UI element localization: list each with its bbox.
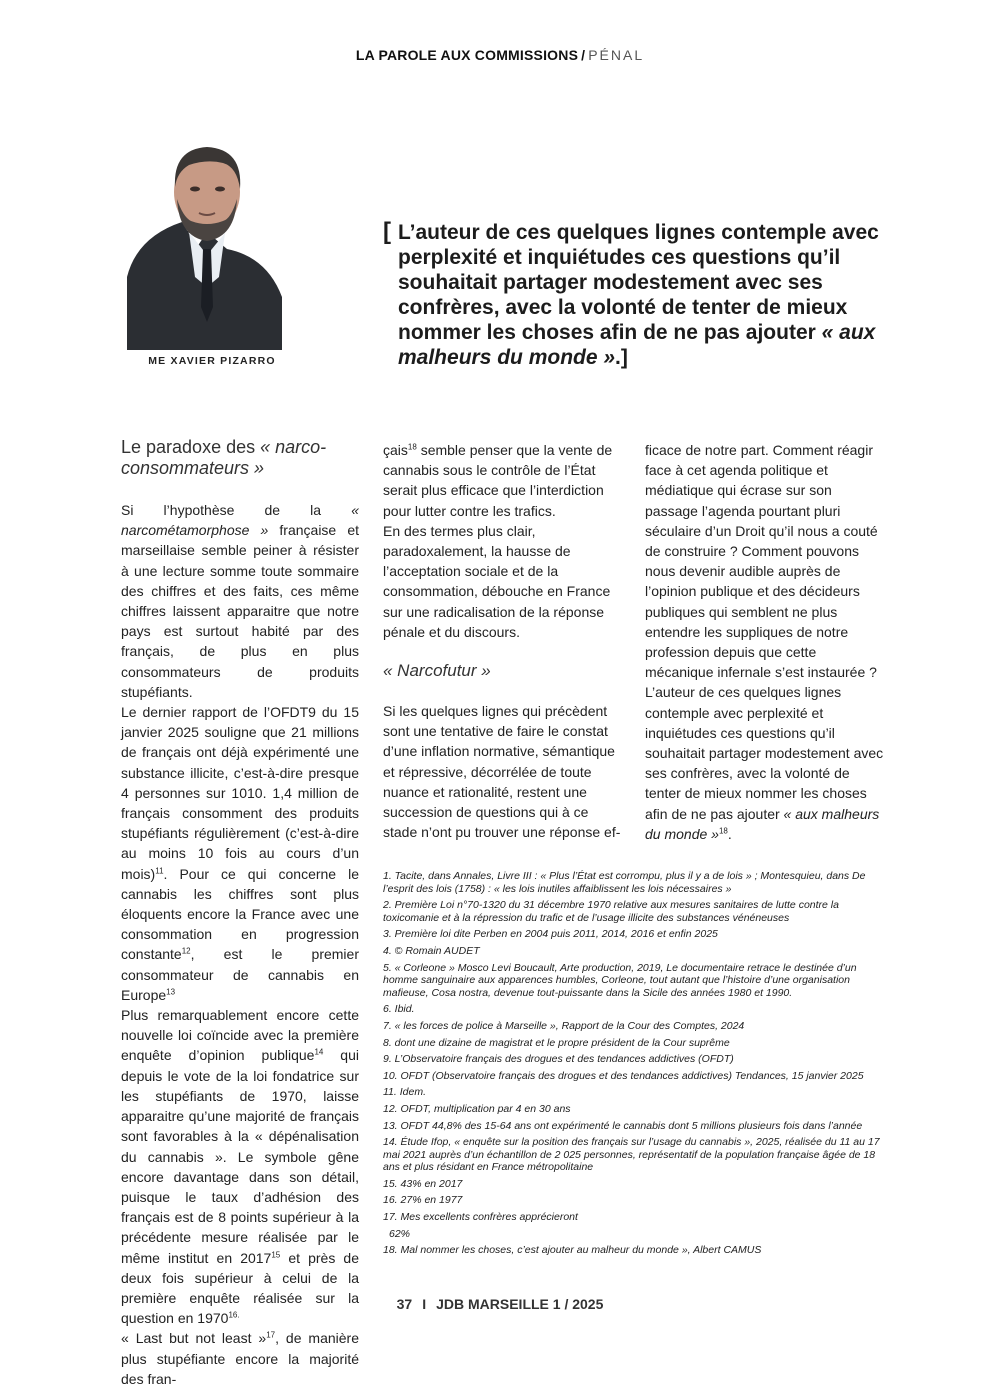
text-run: çais: [383, 442, 408, 458]
footnote-ref: 15: [271, 1249, 281, 1259]
footnote: 14. Étude Ifop, « enquête sur la position des français sur l’usage du cannabis », 2025, réalisée du 11 au 17 mai 2021 auprès d’un échantillon de 2 025 personnes, représentatif de la population française âgée de 18 ans et plus résidant en France métropolitaine: [383, 1136, 880, 1174]
article-column-1: [121, 437, 359, 1389]
footnote: 6. Ibid.: [383, 1003, 415, 1016]
portrait-caption: ME XAVIER PIZARRO: [148, 355, 276, 367]
section-heading-paradoxe: [121, 437, 359, 479]
footnote: 62%: [389, 1227, 411, 1240]
header-subsection: PÉNAL: [588, 47, 645, 63]
text-run: semble penser que la vente de cannabis sous le contrôle de l’État serait plus efficace que l’interdiction pour lutter contre les trafics.: [383, 442, 613, 519]
footnote-ref: 16.: [228, 1310, 240, 1320]
footnote: 12. OFDT, multiplication par 4 en 30 ans: [383, 1102, 571, 1115]
footnote-ref: 17: [266, 1330, 276, 1340]
paragraph: En des termes plus clair, paradoxalement, la hausse de l’acceptation sociale et de la consommation, débouche en France sur une radicalisation de la réponse pénale et du discours.: [383, 522, 611, 640]
paragraph: ficace de notre part. Comment réagir face à cet agenda politique et médiatique qui écrase sur son passage l’agenda pourtant pluri séculaire d’un Droit qu’il nous a couté de construire ? Comment pouvons nous devenir audible auprès de l’opinion publique et des décideurs publiques qui semblent ne plus entendre les suppliques de notre profession depuis que cette mécanique infernale s’est instaurée ?: [645, 442, 878, 681]
footnote-ref: 11: [155, 866, 164, 875]
footnote: 18. Mal nommer les choses, c’est ajouter au malheur du monde », Albert CAMUS: [383, 1244, 762, 1257]
paragraph: [121, 1328, 359, 1389]
pull-quote: [383, 220, 883, 370]
paragraph: [121, 1005, 359, 1328]
footnote-ref: 18: [718, 826, 728, 836]
text-run: française et marseillaise semble peiner à résister à une lecture somme toute sommaire des chiffres et des faits, ces même chiffres laissent apparaitre que notre pays est surtout habité par des français, de plus en plus consommateurs de produits stupéfiants.: [121, 522, 359, 700]
quote-italic: « aux malheurs du monde »: [398, 321, 876, 369]
quote-text: L’auteur de ces quelques lignes contemple avec perplexité et inquiétudes ces questions qu’il souhaitait partager modestement avec ses confrères, avec la volonté de tenter de mieux nommer les choses afin de ne pas ajouter: [398, 221, 879, 344]
article-column-3: [645, 440, 885, 844]
heading-text: Le paradoxe des: [121, 437, 261, 457]
text-run: L’auteur de ces quelques lignes contemple avec perplexité et inquiétudes ces questions qu’il souhaitait partager modestement avec ses confrères, avec la volonté de tenter de mieux nommer les choses afin de ne pas ajouter: [645, 684, 884, 822]
paragraph: Si les quelques lignes qui précèdent sont une tentative de faire le constat d’une inflation normative, sémantique et répressive, décorrélée de toute nuance et rationalité, restent une succession de questions qui à ce stade n’ont pu trouver une réponse ef-: [383, 703, 621, 841]
footnote: 17. Mes excellents confrères apprécieront: [383, 1211, 578, 1224]
heading-italic: « narco-consommateurs »: [121, 437, 327, 478]
footnote: 7. « les forces de police à Marseille », Rapport de la Cour des Comptes, 2024: [383, 1019, 745, 1032]
page-number: 37: [396, 1296, 413, 1312]
text-run: . Pour ce qui concerne le cannabis les chiffres sont plus éloquents encore la France avec une consommation en progression constante: [121, 865, 359, 963]
text-run: Plus remarquablement encore cette nouvelle loi coïncide avec la première enquête d’opinion publique: [121, 1007, 359, 1064]
page-footer: [0, 1296, 1000, 1312]
quote-end: .]: [615, 346, 628, 369]
footnote: 1. Tacite, dans Annales, Livre III : « Plus l’État est corrompu, plus il y a de lois » ; Montesquieu, dans De l’esprit des lois (1758) : « les lois inutiles affaiblissent les lois nécessaires »: [383, 870, 866, 895]
article-column-2: [383, 440, 621, 842]
text-run: Le dernier rapport de l’OFDT9 du 15 janvier 2025 souligne que 21 millions de français ont déjà expérimenté une substance illicite, c’est-à-dire presque 4 personnes sur 1010. 1,4 million de français consomment des produits stupéfiants régulièrement (c’est-à-dire au moins 10 fois au cours d’un mois): [121, 704, 359, 882]
text-run: et près de deux fois supérieur à celui de la première enquête réalisée sur la question en 1970: [121, 1249, 359, 1327]
footnote: 9. L’Observatoire français des drogues et des tendances addictives (OFDT): [383, 1053, 734, 1066]
footnote: 8. dont une dizaine de magistrat et le propre président de la Cour suprême: [383, 1036, 730, 1049]
footnote: 16. 27% en 1977: [383, 1194, 463, 1207]
paragraph: [121, 500, 359, 702]
running-header: [0, 47, 1000, 63]
text-run: , de manière plus stupéfiante encore la majorité des fran-: [121, 1330, 359, 1387]
text-run: « Last but not least »: [121, 1330, 267, 1347]
footnote: 3. Première loi dite Perben en 2004 puis 2011, 2014, 2016 et enfin 2025: [383, 928, 718, 941]
footnote: 13. OFDT 44,8% des 15-64 ans ont expérimenté le cannabis dont 5 millions plusieurs fois dans l’année: [383, 1119, 863, 1132]
quote-open-bracket: [: [383, 218, 391, 245]
footer-divider: I: [422, 1296, 427, 1312]
footnotes: [383, 870, 886, 1261]
footnote: 5. « Corleone » Mosco Levi Boucault, Arte production, 2019, Le documentaire retrace le destinée d’un homme sanguinaire aux apparences humbles, Corleone, tout autant que l’histoire d’une organisation mafieuse, Cosa nostra, devenue tout-puissante dans la Sicile des années 1980 et 1990.: [383, 961, 857, 999]
header-section: LA PAROLE AUX COMMISSIONS: [355, 47, 579, 63]
footnote: 11. Idem.: [383, 1086, 426, 1099]
footnote: 2. Première Loi n°70-1320 du 31 décembre 1970 relative aux mesures sanitaires de lutte contre la toxicomanie et à la répression du trafic et de l’usage illicite des substances vénéneuses: [383, 899, 839, 924]
author-portrait-illustration: [127, 137, 282, 350]
text-run: Si l’hypothèse de la: [121, 502, 352, 518]
paragraph: [383, 440, 621, 521]
text-run: .: [727, 825, 732, 842]
author-portrait: [127, 137, 282, 350]
footnote: 10. OFDT (Observatoire français des drogues et des tendances addictives) Tendances, 15 janvier 2025: [383, 1069, 864, 1082]
footnote-ref: 14: [314, 1047, 324, 1057]
publication-name: JDB MARSEILLE 1 / 2025: [436, 1296, 604, 1312]
text-run: , est le premier consommateur de cannabis en Europe: [121, 946, 359, 1003]
footnote: 15. 43% en 2017: [383, 1177, 463, 1190]
paragraph: [645, 682, 885, 844]
footnote-ref: 13: [166, 987, 176, 997]
paragraph: [121, 702, 359, 1005]
text-run: qui depuis le vote de la loi fondatrice sur les stupéfiants de 1970, laisse apparaitre qu’une majorité de français sont favorables à la « dépénalisation du cannabis ». Le symbole gêne encore davantage dans son détail, puisque le taux d’adhésion des français est de 8 points supérieur à la précédente mesure réalisée par le même institut en 2017: [121, 1047, 359, 1266]
footnote-ref: 18: [407, 442, 417, 452]
footnote-ref: 12: [181, 946, 191, 956]
text-italic: « narcométamorphose »: [121, 502, 359, 539]
text-italic: « aux malheurs du monde »: [645, 805, 880, 842]
header-separator: /: [581, 47, 586, 63]
quote-body: [398, 220, 883, 370]
section-heading-narcofutur: « Narcofutur »: [383, 661, 491, 681]
footnote: 4. © Romain AUDET: [383, 944, 480, 957]
